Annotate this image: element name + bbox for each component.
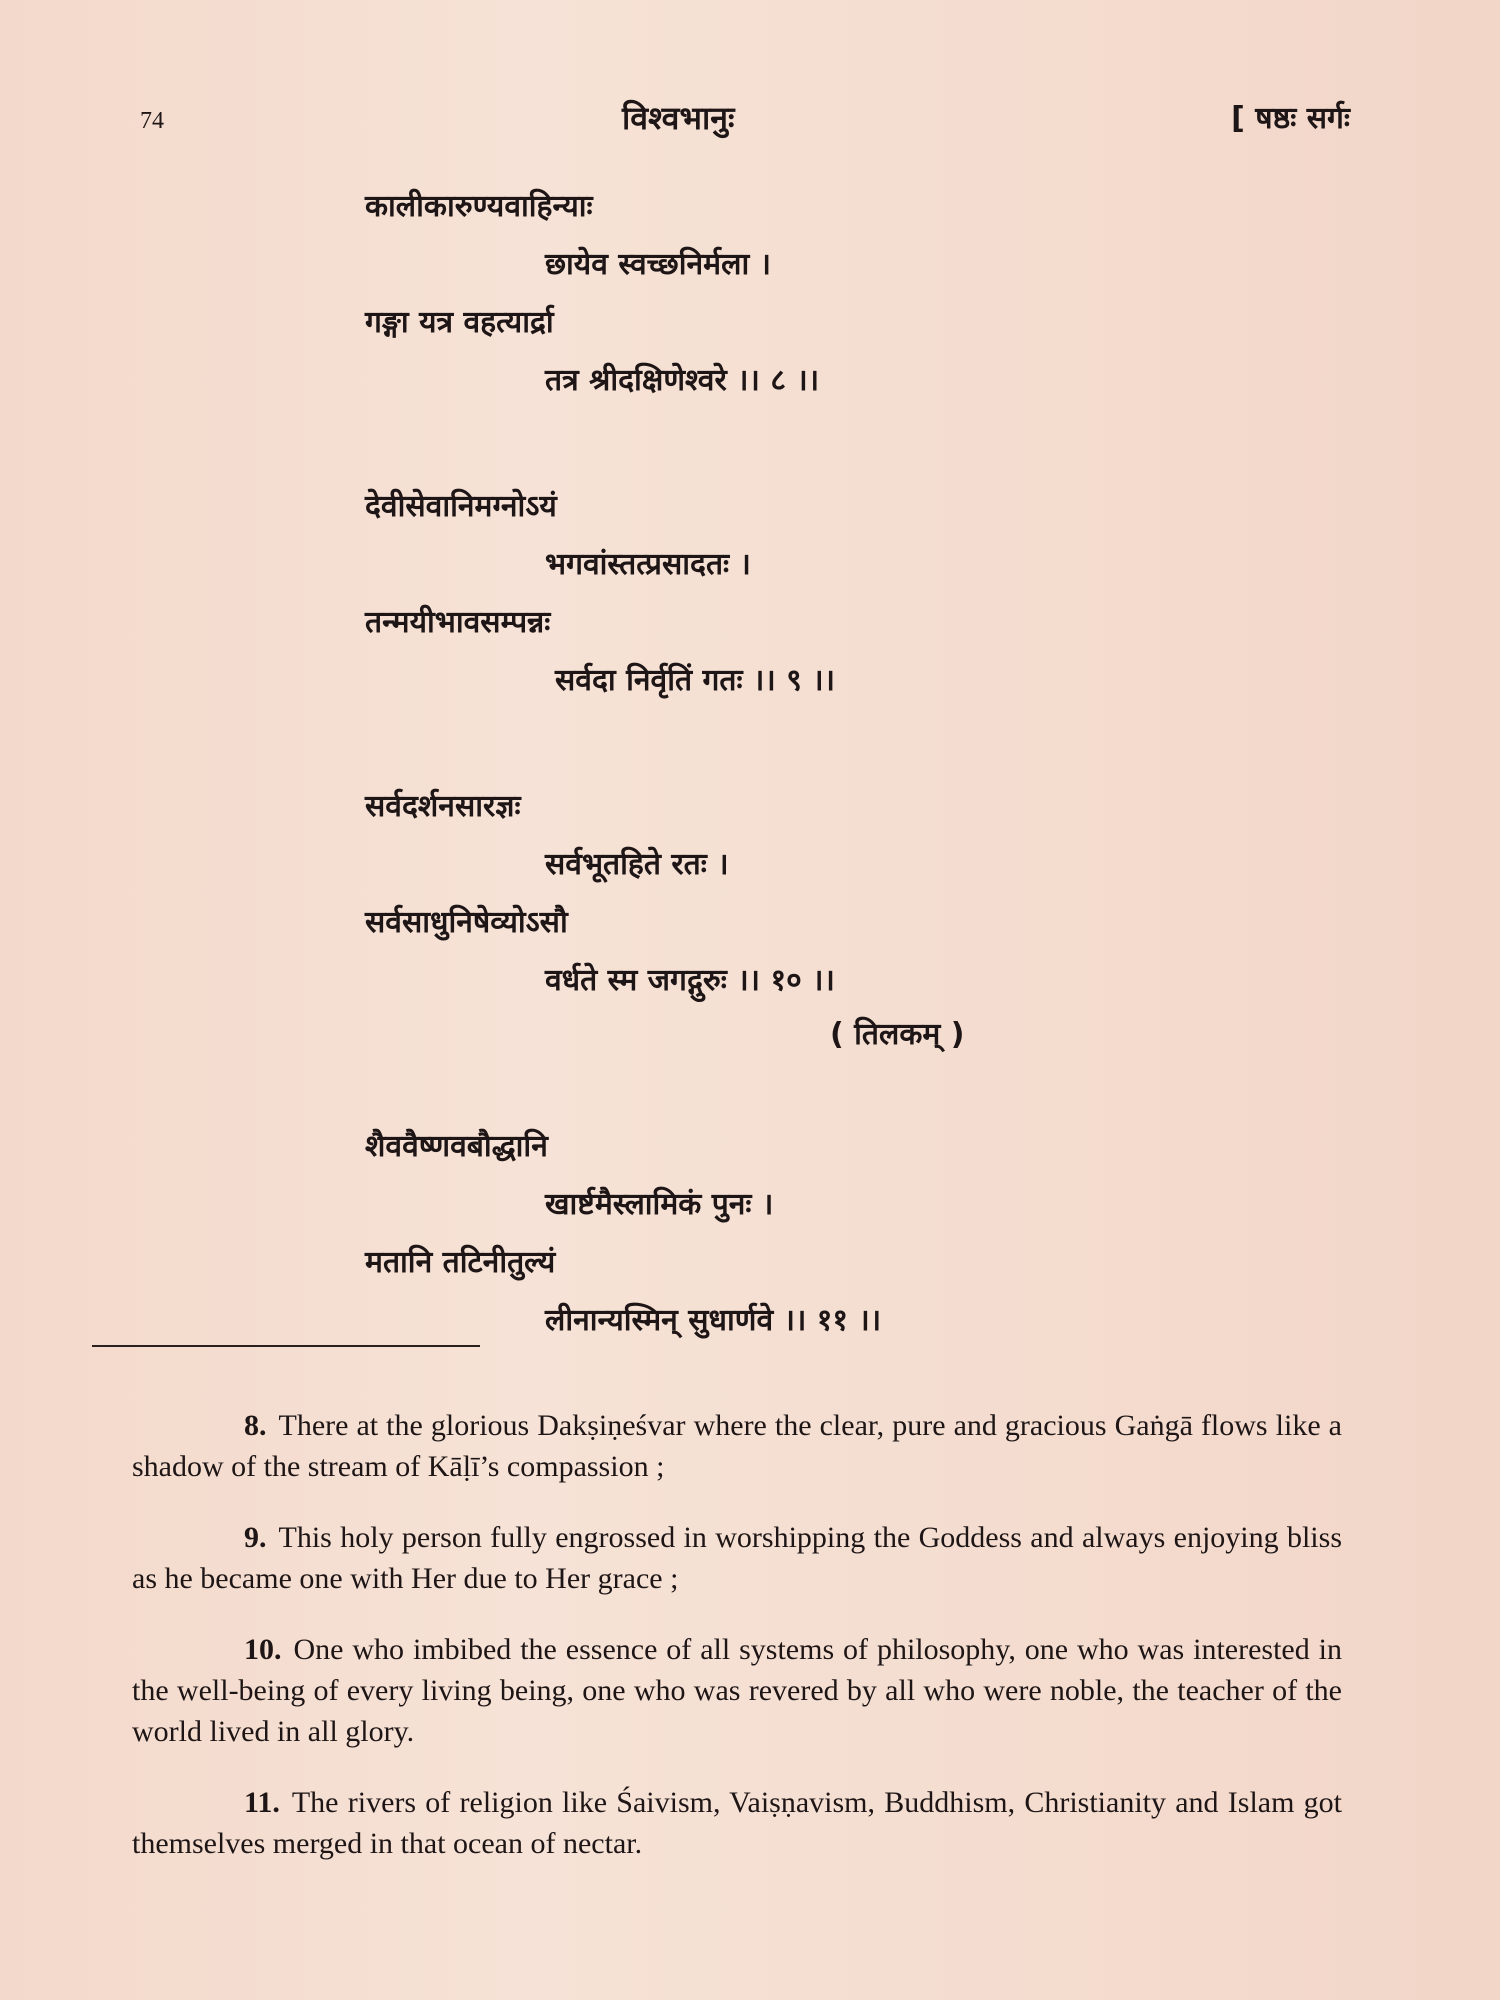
translation-text: There at the glorious Dakṣiṇeśvar where the clear, pure and gracious Gaṅgā flows like a shadow of the stream of Kāḷī’s compassion ; bbox=[132, 1409, 1342, 1483]
sanskrit-verses bbox=[365, 178, 1265, 1418]
translation-9 bbox=[132, 1517, 1342, 1599]
translation-text: The rivers of religion like Śaivism, Vaiṣṇavism, Buddhism, Christianity and Islam got themselves merged in that ocean of nectar. bbox=[132, 1786, 1342, 1860]
verse-line: सर्वसाधुनिषेव्योऽसौ bbox=[365, 905, 568, 940]
verse-note: ( तिलकम् ) bbox=[830, 1017, 965, 1052]
verse-line: सर्वदा निर्वृतिं गतः ।। ९ ।। bbox=[555, 663, 835, 698]
running-title: विश्वभानुः bbox=[622, 99, 735, 137]
translation-number: 9. bbox=[244, 1521, 267, 1554]
verse-line: लीनान्यस्मिन् सुधार्णवे ।। ११ ।। bbox=[545, 1303, 882, 1338]
translation-11 bbox=[132, 1782, 1342, 1864]
verse-line: तन्मयीभावसम्पन्नः bbox=[365, 605, 551, 640]
verse-line: मतानि तटिनीतुल्यं bbox=[365, 1245, 556, 1280]
verse-line: वर्धते स्म जगद्गुरुः ।। १० ।। bbox=[545, 963, 835, 998]
english-translations bbox=[132, 1375, 1342, 1890]
verse-10 bbox=[365, 778, 1265, 1060]
verse-line: शैववैष्णवबौद्धानि bbox=[365, 1129, 548, 1164]
translation-8 bbox=[132, 1405, 1342, 1487]
verse-11 bbox=[365, 1118, 1265, 1350]
verse-8 bbox=[365, 178, 1265, 410]
verse-line: सर्वभूतहिते रतः । bbox=[545, 847, 729, 882]
verse-line: खार्ष्टमैस्लामिकं पुनः । bbox=[545, 1187, 774, 1222]
verse-line: कालीकारुण्यवाहिन्याः bbox=[365, 189, 593, 224]
canto-label: [ षष्ठः सर्गः bbox=[1231, 101, 1350, 136]
verse-line: तत्र श्रीदक्षिणेश्वरे ।। ८ ।। bbox=[545, 363, 820, 398]
translation-10 bbox=[132, 1629, 1342, 1752]
translation-text: One who imbibed the essence of all systems of philosophy, one who was interested in the well-being of every living being, one who was revered by all who were noble, the teacher of the world lived in all glory. bbox=[132, 1633, 1342, 1748]
verse-line: सर्वदर्शनसारज्ञः bbox=[365, 789, 521, 824]
verse-line: देवीसेवानिमग्नोऽयं bbox=[365, 489, 557, 524]
page-number: 74 bbox=[140, 108, 164, 134]
footnote-divider bbox=[92, 1345, 480, 1347]
verse-line: भगवांस्तत्प्रसादतः । bbox=[545, 547, 751, 582]
translation-number: 11. bbox=[244, 1786, 280, 1819]
verse-9 bbox=[365, 478, 1265, 710]
verse-line: गङ्गा यत्र वहत्यार्द्रा bbox=[365, 305, 554, 340]
translation-number: 8. bbox=[244, 1409, 267, 1442]
verse-line: छायेव स्वच्छनिर्मला । bbox=[545, 247, 772, 282]
translation-number: 10. bbox=[244, 1633, 282, 1666]
translation-text: This holy person fully engrossed in worshipping the Goddess and always enjoying bliss as he became one with Her due to Her grace ; bbox=[132, 1521, 1342, 1595]
page-header bbox=[130, 96, 1350, 146]
